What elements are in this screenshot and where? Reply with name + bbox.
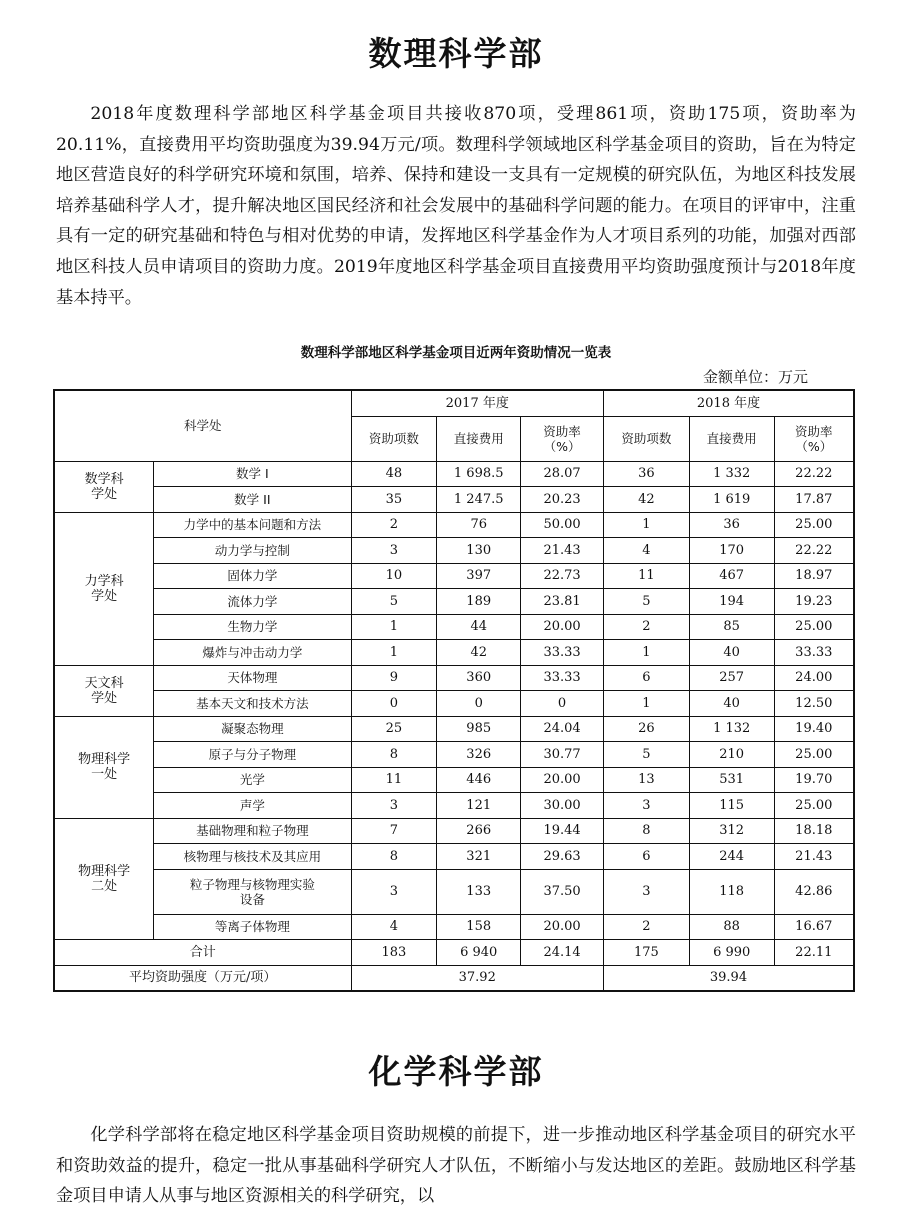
value-cell: 25.00	[774, 742, 854, 768]
value-cell: 2	[603, 914, 689, 940]
value-cell: 5	[603, 589, 689, 615]
value-cell: 85	[689, 614, 774, 640]
value-cell: 2	[603, 614, 689, 640]
value-cell: 42	[437, 640, 521, 666]
value-cell: 360	[437, 665, 521, 691]
total-label: 合计	[54, 940, 351, 966]
subject-name: 粒子物理与核物理实验 设备	[154, 869, 351, 914]
value-cell: 133	[437, 869, 521, 914]
subject-name: 流体力学	[154, 589, 351, 615]
header-dept: 科学处	[54, 390, 351, 461]
table-row	[54, 640, 854, 666]
value-cell: 21.43	[774, 844, 854, 870]
value-cell: 6	[603, 844, 689, 870]
value-cell: 1	[603, 691, 689, 717]
value-cell: 33.33	[521, 640, 604, 666]
value-cell: 36	[603, 461, 689, 487]
subject-name: 光学	[154, 767, 351, 793]
average-2018: 39.94	[603, 965, 854, 991]
table-row	[54, 844, 854, 870]
value-cell: 24.04	[521, 716, 604, 742]
subject-name: 数学 II	[154, 487, 351, 513]
table-row	[54, 563, 854, 589]
header-col: 资助率 （%）	[521, 416, 604, 461]
value-cell: 48	[351, 461, 437, 487]
table-row	[54, 869, 854, 914]
value-cell: 531	[689, 767, 774, 793]
value-cell: 22.22	[774, 461, 854, 487]
value-cell: 42	[603, 487, 689, 513]
value-cell: 19.44	[521, 818, 604, 844]
value-cell: 25.00	[774, 614, 854, 640]
value-cell: 397	[437, 563, 521, 589]
table-row	[54, 487, 854, 513]
subject-name: 天体物理	[154, 665, 351, 691]
value-cell: 1 619	[689, 487, 774, 513]
table-row	[54, 665, 854, 691]
table-total-row	[54, 940, 854, 966]
value-cell: 30.00	[521, 793, 604, 819]
value-cell: 25.00	[774, 512, 854, 538]
group-name: 力学科 学处	[54, 512, 154, 665]
subject-name: 声学	[154, 793, 351, 819]
value-cell: 29.63	[521, 844, 604, 870]
value-cell: 158	[437, 914, 521, 940]
value-cell: 20.23	[521, 487, 604, 513]
value-cell: 3	[351, 538, 437, 564]
average-label: 平均资助强度（万元/项）	[54, 965, 351, 991]
value-cell: 76	[437, 512, 521, 538]
total-value: 24.14	[521, 940, 604, 966]
table-row	[54, 742, 854, 768]
value-cell: 36	[689, 512, 774, 538]
header-year-2018: 2018 年度	[603, 390, 854, 416]
value-cell: 5	[603, 742, 689, 768]
value-cell: 467	[689, 563, 774, 589]
value-cell: 50.00	[521, 512, 604, 538]
header-col: 资助项数	[603, 416, 689, 461]
value-cell: 210	[689, 742, 774, 768]
value-cell: 22.73	[521, 563, 604, 589]
value-cell: 37.50	[521, 869, 604, 914]
average-2017: 37.92	[351, 965, 603, 991]
value-cell: 10	[351, 563, 437, 589]
value-cell: 1 332	[689, 461, 774, 487]
subject-name: 基本天文和技术方法	[154, 691, 351, 717]
value-cell: 985	[437, 716, 521, 742]
value-cell: 3	[351, 793, 437, 819]
value-cell: 26	[603, 716, 689, 742]
value-cell: 5	[351, 589, 437, 615]
total-value: 22.11	[774, 940, 854, 966]
value-cell: 18.97	[774, 563, 854, 589]
value-cell: 312	[689, 818, 774, 844]
value-cell: 9	[351, 665, 437, 691]
value-cell: 321	[437, 844, 521, 870]
value-cell: 121	[437, 793, 521, 819]
subject-name: 核物理与核技术及其应用	[154, 844, 351, 870]
total-value: 6 990	[689, 940, 774, 966]
value-cell: 25	[351, 716, 437, 742]
value-cell: 28.07	[521, 461, 604, 487]
section-paragraph: 2018年度数理科学部地区科学基金项目共接收870项，受理861项，资助175项，资助率为20.11%，直接费用平均资助强度为39.94万元/项。数理科学领域地区科学基金项目的资助，旨在为特定地区营造良好的科学研究环境和氛围，培养、保持和建设一支具有一定规模的研究队伍，为地区科技发展培养基础科学人才，提升解决地区国民经济和社会发展中的基础科学问题的能力。在项目的评审中，注重具有一定的研究基础和特色与相对优势的申请，发挥地区科学基金作为人才项目系列的功能，加强对西部地区科技人员申请项目的资助力度。2019年度地区科学基金项目直接费用平均资助强度预计与2018年度基本持平。	[56, 104, 856, 308]
table-row	[54, 589, 854, 615]
section-title: 数理科学部	[368, 34, 544, 73]
value-cell: 189	[437, 589, 521, 615]
value-cell: 244	[689, 844, 774, 870]
value-cell: 88	[689, 914, 774, 940]
subject-name: 爆炸与冲击动力学	[154, 640, 351, 666]
value-cell: 42.86	[774, 869, 854, 914]
group-name: 天文科 学处	[54, 665, 154, 716]
section-title: 化学科学部	[368, 1052, 544, 1091]
value-cell: 1 698.5	[437, 461, 521, 487]
value-cell: 18.18	[774, 818, 854, 844]
value-cell: 35	[351, 487, 437, 513]
value-cell: 19.23	[774, 589, 854, 615]
value-cell: 11	[351, 767, 437, 793]
value-cell: 13	[603, 767, 689, 793]
value-cell: 257	[689, 665, 774, 691]
value-cell: 0	[437, 691, 521, 717]
subject-name: 生物力学	[154, 614, 351, 640]
value-cell: 11	[603, 563, 689, 589]
value-cell: 130	[437, 538, 521, 564]
subject-name: 基础物理和粒子物理	[154, 818, 351, 844]
table-row	[54, 614, 854, 640]
value-cell: 30.77	[521, 742, 604, 768]
value-cell: 24.00	[774, 665, 854, 691]
table-row	[54, 461, 854, 487]
header-col: 直接费用	[689, 416, 774, 461]
value-cell: 2	[351, 512, 437, 538]
subject-name: 凝聚态物理	[154, 716, 351, 742]
table-row	[54, 767, 854, 793]
group-name: 物理科学 一处	[54, 716, 154, 818]
value-cell: 33.33	[521, 665, 604, 691]
section-paragraph: 化学科学部将在稳定地区科学基金项目资助规模的前提下，进一步推动地区科学基金项目的研究水平和资助效益的提升，稳定一批从事基础科学研究人才队伍，不断缩小与发达地区的差距。鼓励地区科学基金项目申请人从事与地区资源相关的科学研究，以	[56, 1125, 856, 1207]
table-average-row	[54, 965, 854, 991]
total-value: 183	[351, 940, 437, 966]
value-cell: 8	[603, 818, 689, 844]
value-cell: 3	[603, 793, 689, 819]
value-cell: 21.43	[521, 538, 604, 564]
value-cell: 12.50	[774, 691, 854, 717]
group-name: 数学科 学处	[54, 461, 154, 512]
value-cell: 3	[351, 869, 437, 914]
table-row	[54, 914, 854, 940]
table-header-row	[54, 390, 854, 416]
value-cell: 33.33	[774, 640, 854, 666]
value-cell: 1	[351, 614, 437, 640]
subject-name: 等离子体物理	[154, 914, 351, 940]
table-row	[54, 512, 854, 538]
subject-name: 固体力学	[154, 563, 351, 589]
value-cell: 17.87	[774, 487, 854, 513]
value-cell: 6	[603, 665, 689, 691]
value-cell: 1 247.5	[437, 487, 521, 513]
group-name: 物理科学 二处	[54, 818, 154, 940]
value-cell: 170	[689, 538, 774, 564]
total-value: 6 940	[437, 940, 521, 966]
value-cell: 0	[351, 691, 437, 717]
value-cell: 40	[689, 691, 774, 717]
header-year-2017: 2017 年度	[351, 390, 603, 416]
value-cell: 1	[603, 512, 689, 538]
subject-name: 数学 I	[154, 461, 351, 487]
table-unit: 金额单位：万元	[702, 368, 808, 386]
value-cell: 20.00	[521, 767, 604, 793]
value-cell: 8	[351, 844, 437, 870]
value-cell: 19.40	[774, 716, 854, 742]
table-row	[54, 716, 854, 742]
value-cell: 22.22	[774, 538, 854, 564]
value-cell: 8	[351, 742, 437, 768]
value-cell: 1	[603, 640, 689, 666]
value-cell: 0	[521, 691, 604, 717]
value-cell: 1	[351, 640, 437, 666]
value-cell: 4	[351, 914, 437, 940]
value-cell: 7	[351, 818, 437, 844]
value-cell: 446	[437, 767, 521, 793]
subject-name: 动力学与控制	[154, 538, 351, 564]
table-caption: 数理科学部地区科学基金项目近两年资助情况一览表	[300, 345, 612, 361]
value-cell: 3	[603, 869, 689, 914]
header-col: 资助项数	[351, 416, 437, 461]
total-value: 175	[603, 940, 689, 966]
value-cell: 25.00	[774, 793, 854, 819]
value-cell: 194	[689, 589, 774, 615]
table-row	[54, 691, 854, 717]
value-cell: 4	[603, 538, 689, 564]
value-cell: 40	[689, 640, 774, 666]
value-cell: 16.67	[774, 914, 854, 940]
table-row	[54, 538, 854, 564]
value-cell: 23.81	[521, 589, 604, 615]
subject-name: 原子与分子物理	[154, 742, 351, 768]
value-cell: 326	[437, 742, 521, 768]
funding-table	[53, 389, 855, 992]
value-cell: 20.00	[521, 914, 604, 940]
table-row	[54, 793, 854, 819]
header-col: 直接费用	[437, 416, 521, 461]
value-cell: 266	[437, 818, 521, 844]
table-row	[54, 818, 854, 844]
subject-name: 力学中的基本问题和方法	[154, 512, 351, 538]
value-cell: 1 132	[689, 716, 774, 742]
value-cell: 19.70	[774, 767, 854, 793]
value-cell: 118	[689, 869, 774, 914]
value-cell: 20.00	[521, 614, 604, 640]
value-cell: 115	[689, 793, 774, 819]
header-col: 资助率 （%）	[774, 416, 854, 461]
value-cell: 44	[437, 614, 521, 640]
